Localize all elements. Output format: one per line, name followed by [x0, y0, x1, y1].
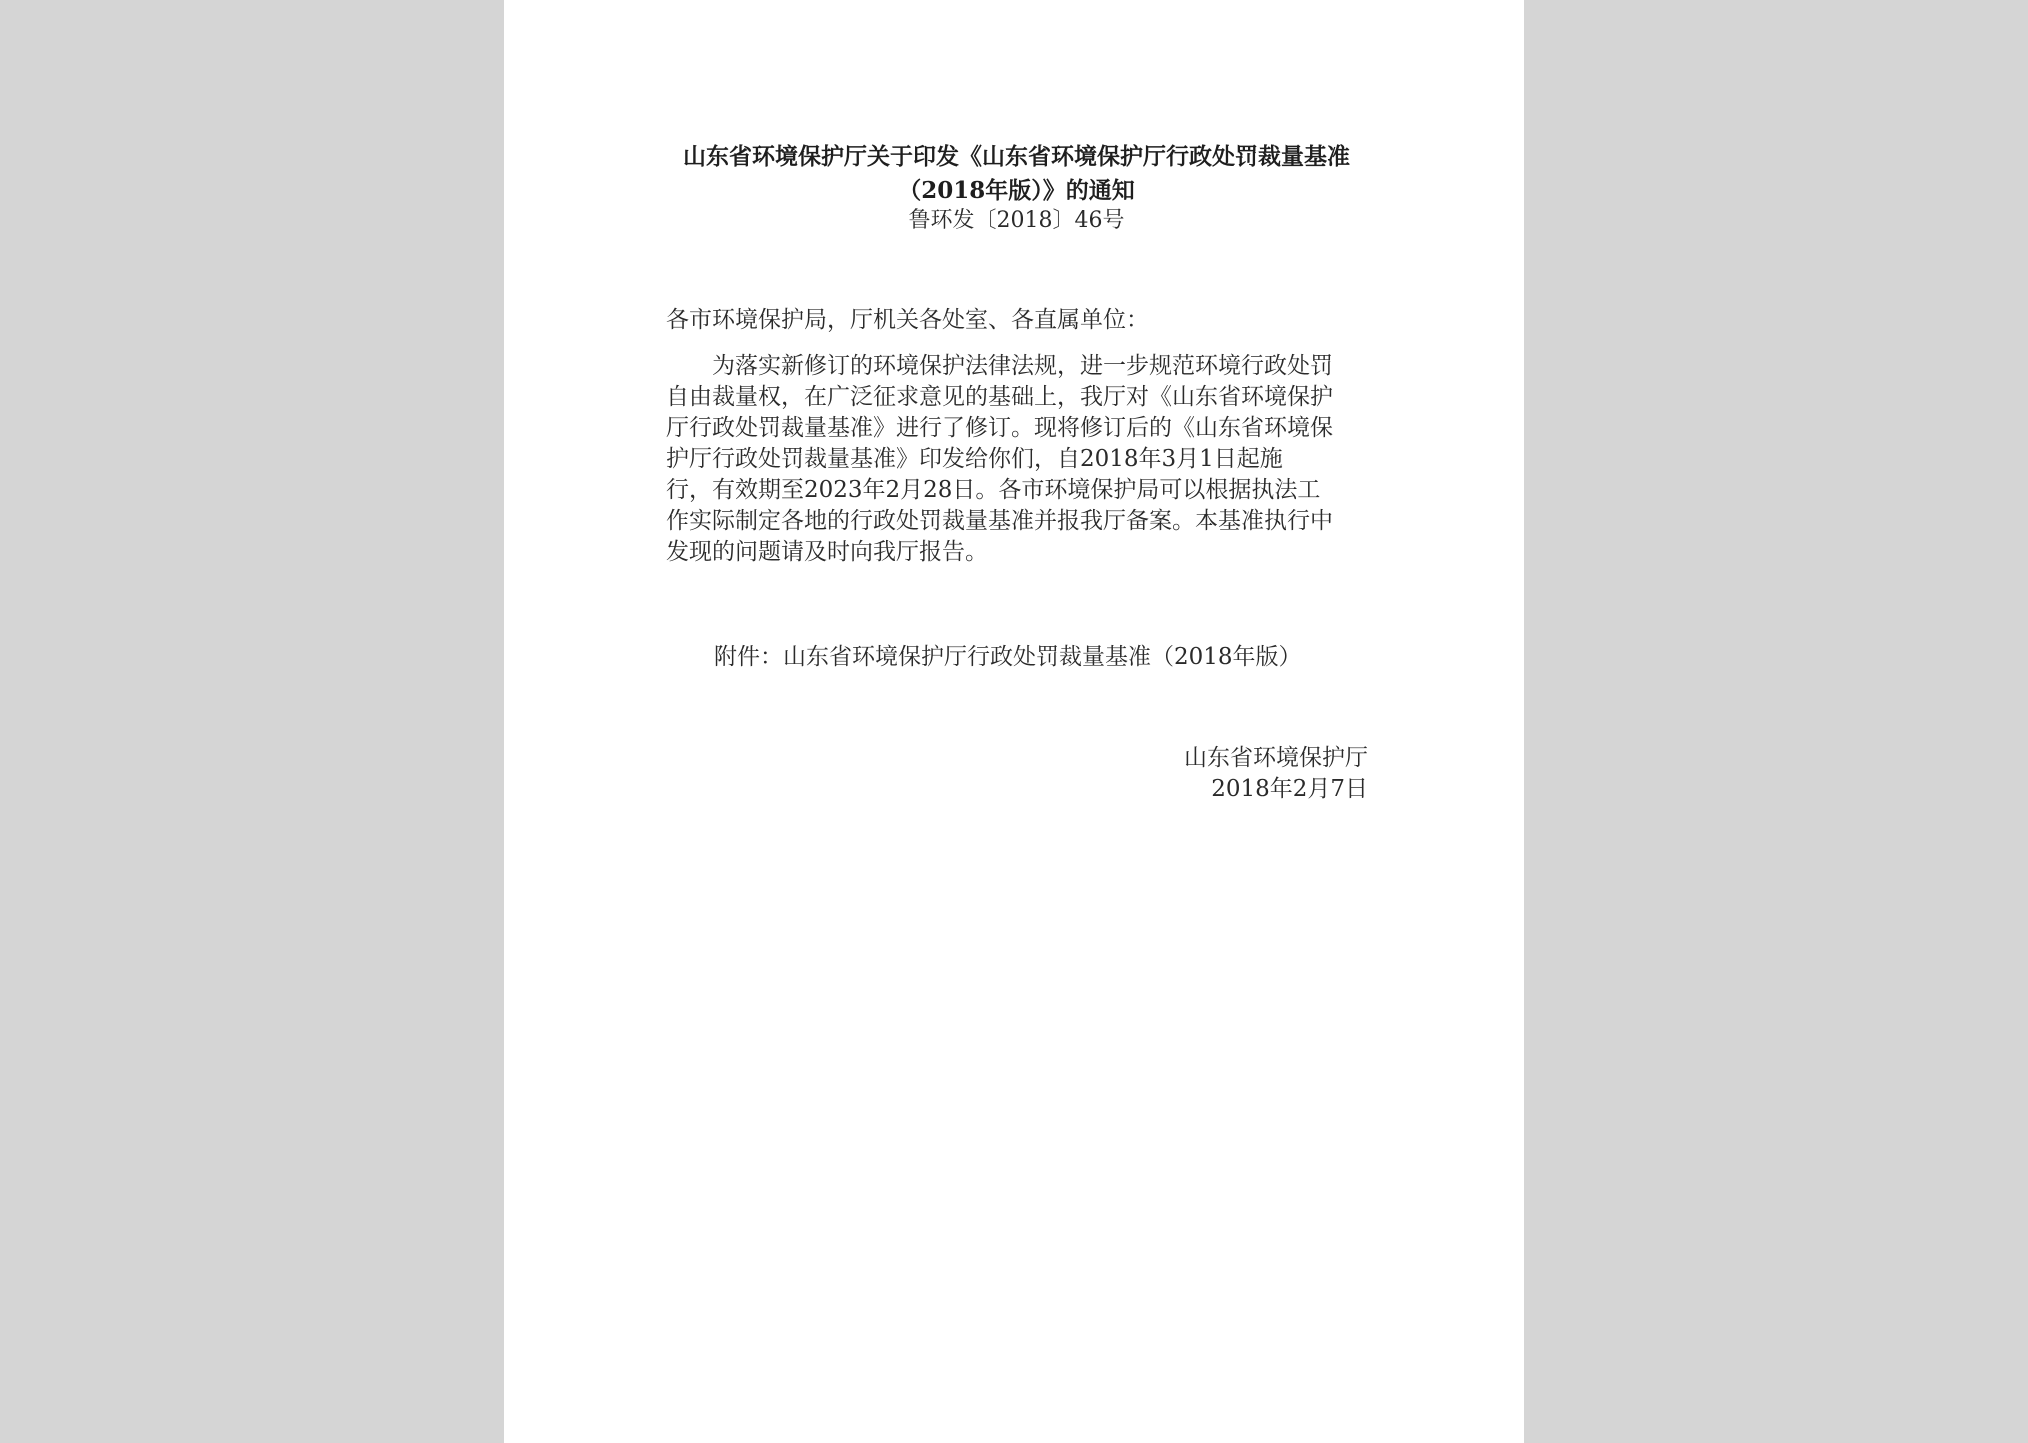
- signature-date: 2018年2月7日: [1211, 776, 1368, 802]
- document-title: [664, 140, 1369, 208]
- body-line: 为落实新修订的环境保护法律法规，进一步规范环境行政处罚: [666, 353, 1333, 379]
- signature-org: 山东省环境保护厅: [1184, 745, 1368, 771]
- attachment-note: 附件：山东省环境保护厅行政处罚裁量基准（2018年版）: [714, 644, 1302, 670]
- signature-block: [1184, 743, 1368, 805]
- document-page: [504, 0, 1524, 1443]
- body-line: 厅行政处罚裁量基准》进行了修订。现将修订后的《山东省环境保: [666, 415, 1333, 441]
- body-line: 行，有效期至2023年2月28日。各市环境保护局可以根据执法工: [666, 477, 1321, 503]
- body-paragraph: [666, 351, 1371, 568]
- body-line: 作实际制定各地的行政处罚裁量基准并报我厅备案。本基准执行中: [666, 508, 1333, 534]
- body-line: 自由裁量权，在广泛征求意见的基础上，我厅对《山东省环境保护: [666, 384, 1333, 410]
- title-line-2: （2018年版）》的通知: [898, 177, 1135, 204]
- body-line: 护厅行政处罚裁量基准》印发给你们，自2018年3月1日起施: [666, 446, 1283, 472]
- title-line-1: 山东省环境保护厅关于印发《山东省环境保护厅行政处罚裁量基准: [683, 143, 1350, 170]
- document-number: 鲁环发〔2018〕46号: [908, 208, 1125, 233]
- salutation: 各市环境保护局，厅机关各处室、各直属单位：: [666, 307, 1149, 333]
- body-line: 发现的问题请及时向我厅报告。: [666, 539, 988, 565]
